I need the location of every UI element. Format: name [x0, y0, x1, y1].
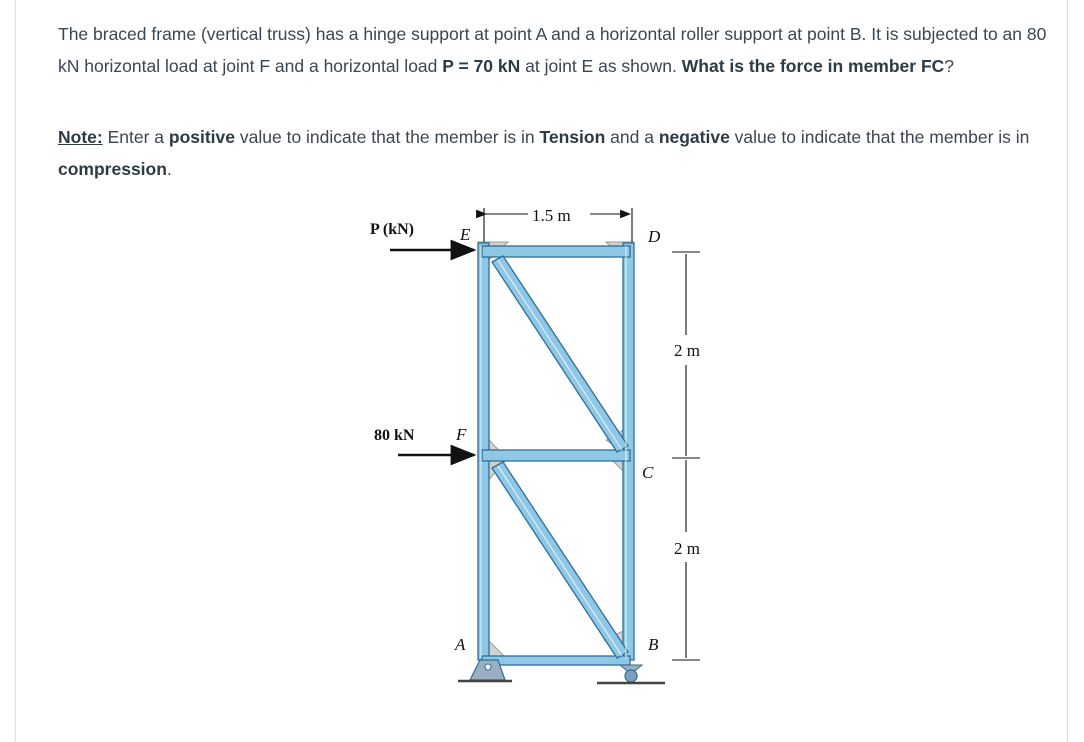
member-ED: [482, 246, 630, 257]
dim-width-label: 1.5 m: [532, 206, 571, 225]
dim-upper-label: 2 m: [674, 341, 700, 360]
roller-support-b: [597, 665, 665, 683]
dim-height: [672, 252, 700, 660]
note-tension: Tension: [539, 127, 606, 147]
question-part: The braced frame (vertical truss) has a hinge support at point A and a horizontal roller support at point B. It is subjected to an 80 kN horizontal load at joint F and a horizontal load: [58, 24, 1047, 76]
note-part: Enter a: [102, 127, 169, 147]
member-AB: [482, 656, 630, 665]
member-FC: [482, 450, 630, 461]
note-negative: negative: [658, 127, 730, 147]
note-part: .: [166, 159, 172, 179]
joint-f-label: F: [456, 425, 467, 444]
note-part: value to indicate that the member is in: [235, 127, 540, 147]
joint-e-label: E: [460, 225, 471, 244]
note-part: value to indicate that the member is in: [729, 127, 1030, 147]
note-positive: positive: [168, 127, 236, 147]
joint-a-label: A: [455, 635, 466, 654]
truss-members: [478, 243, 634, 665]
note-compression: compression: [58, 159, 167, 179]
note-label: Note:: [58, 127, 103, 147]
note-part: and a: [605, 127, 659, 147]
joint-d-label: D: [648, 227, 661, 246]
joint-c-label: C: [642, 463, 654, 482]
question-ask: What is the force in member FC: [681, 56, 945, 76]
dim-lower-label: 2 m: [674, 539, 700, 558]
load-value: P = 70 kN: [442, 56, 521, 76]
joint-b-label: B: [648, 635, 659, 654]
load-p-label: P (kN): [370, 221, 414, 238]
load-80kn-label: 80 kN: [374, 427, 415, 444]
question-part: ?: [944, 56, 955, 76]
question-part: at joint E as shown.: [520, 56, 682, 76]
